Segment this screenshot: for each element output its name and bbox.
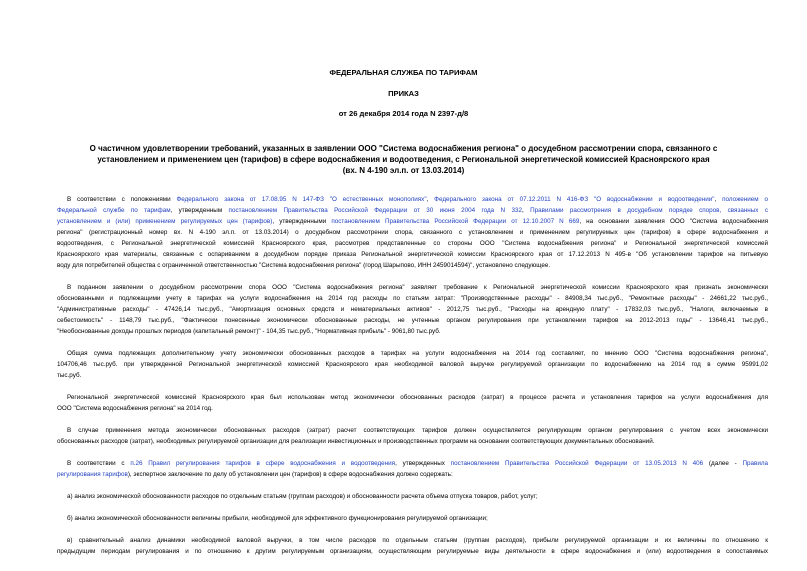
decree-link-669[interactable]: постановлением Правительства Российской Федерации от 12.10.2007 N 669 <box>331 218 580 225</box>
paragraph-text: , <box>521 207 531 214</box>
paragraph-line: себестоимость" - 1148,79 тыс.руб., "Фактически понесенные экономически обоснованные расходы, не учтенные органом регулирования при установлении тарифов на 2012-2013 годы" - 13646,41 тыс.руб., <box>57 317 768 324</box>
paragraph-line <box>57 205 768 216</box>
paragraph-text: , на основании заявления ООО "Система водоснабжения <box>579 218 768 225</box>
decree-link-406[interactable]: постановлением Правительства Российской Федерации от 13.05.2013 N 406 <box>450 460 704 467</box>
paragraph-line: "Административные расходы" - 47426,14 тыс.руб., "Амортизация основных средств и нематериальных активов" - 2012,75 тыс.руб., "Расходы на арендную плату" - 17832,03 тыс.руб., "Налоги, включаемые в <box>57 306 768 313</box>
document-body <box>57 194 768 557</box>
paragraph-text: , утвержденными <box>272 218 332 225</box>
title-line-1: О частичном удовлетворении требований, указанных в заявлении ООО "Система водоснабжения региона" о досудебном рассмотрении спора, связанного с <box>89 144 718 153</box>
paragraph-method-application <box>57 425 768 447</box>
paragraph-line: обоснованных расходов (затрат), необходимых регулируемой организации для реализации инвестиционных и производственных программ на основании соответствующих документальных обоснований. <box>57 438 655 445</box>
paragraph-text: , <box>426 196 435 203</box>
paragraph-text: В соответствии с положениями <box>67 196 177 203</box>
paragraph-line: обоснованными и подлежащими учету в тарифах на услуги водоснабжения на 2014 год расходы по статьям затрат: "Производственные расходы" - 84908,34 тыс.руб., "Ремонтные расходы" - 24661,22 тыс.руб., <box>57 295 768 302</box>
paragraph-line: в) сравнительный анализ динамики необходимой валовой выручки, в том числе расходов по отдельным статьям (группам расходов), прибыли регулируемой организации и их величины по отношению к <box>67 537 768 544</box>
paragraph-line: В поданном заявлении о досудебном рассмотрении спора ООО "Система водоснабжения региона" заявляет требование к Региональной энергетической комиссии Красноярского края признать экономически <box>67 284 768 291</box>
paragraph-text: ), экспертное заключение по делу об установлении цен (тарифов) в сфере водоснабжения должно содержать: <box>127 471 453 478</box>
paragraph-total-sum <box>57 348 768 381</box>
document-type: ПРИКАЗ <box>388 89 419 98</box>
paragraph-text: , <box>714 196 723 203</box>
decree-link-332[interactable]: постановлением Правительства Российской Федерации от 30 июня 2004 года N 332 <box>228 207 522 214</box>
rules-link-disputes[interactable]: Правилами рассмотрения в досудебном порядке споров, связанных с <box>530 207 768 214</box>
paragraph-line: Региональной энергетической комиссией Красноярского края был использован метод экономически обоснованных расходов (затрат) в процессе расчета и установления тарифов на услуги водоснабжения для <box>67 394 768 401</box>
list-item-a <box>57 491 768 502</box>
list-item-c <box>57 535 768 557</box>
list-item-b <box>57 513 768 524</box>
title-line-2: установлением и применением цен (тарифов) в сфере водоснабжения и водоотведения, с Региональной энергетической комиссией Красноярского края <box>97 155 710 164</box>
paragraph-text: В соответствии с <box>67 460 131 467</box>
regulation-link-fst-cont[interactable]: Федеральной службе по тарифам <box>57 207 171 214</box>
paragraph-line: б) анализ экономической обоснованности величины прибыли, необходимой для эффективного функционирования регулируемой организации; <box>67 515 488 522</box>
paragraph-text: (далее - <box>703 460 743 467</box>
paragraph-line: воду для потребителей общества с ограниченной ответственностью "Система водоснабжения региона" (город Шарыпово, ИНН 2459014594)", установлено следующее. <box>57 262 551 269</box>
paragraph-line: а) анализ экономической обоснованности расходов по отдельным статьям (группам расходов) и обоснованности расчета объема отпуска товаров, работ, услуг; <box>67 493 538 500</box>
paragraph-line: Общая сумма подлежащих дополнительному учету экономически обоснованных расходов в тарифах на услуги водоснабжения на 2014 год составляет, по мнению ООО "Система водоснабжения региона", <box>67 350 768 357</box>
title-line-3: (вх. N 4-190 эл.п. от 13.03.2014) <box>342 166 465 175</box>
paragraph-line <box>57 216 768 227</box>
paragraph-expert-opinion <box>57 458 768 480</box>
paragraph-legal-basis <box>57 194 768 271</box>
paragraph-line: предыдущим периодам регулирования и по отношению к другим регулируемым организациям, осуществляющим регулируемые виды деятельности в сфере водоснабжения и (или) водоотведения в сопоставимых <box>57 548 768 555</box>
law-link-natural-monopolies[interactable]: Федерального закона от 17.08.95 N 147-ФЗ "О естественных монополиях" <box>176 196 427 203</box>
paragraph-claim <box>57 282 768 337</box>
paragraph-line: ООО "Система водоснабжения региона" на 2014 год. <box>57 405 213 412</box>
paragraph-line: В случае применения метода экономически обоснованных расходов (затрат) расчет соответствующих тарифов должен осуществляется регулирующим органом регулирования с учетом всех экономически <box>67 427 768 434</box>
rules-link-tariff-regulation[interactable]: Правила <box>742 460 768 467</box>
paragraph-line <box>57 194 768 205</box>
regulation-link-fst[interactable]: положением о <box>722 196 768 203</box>
paragraph-line <box>57 458 768 469</box>
paragraph-line: тыс.руб. <box>57 372 82 379</box>
agency-name: ФЕДЕРАЛЬНАЯ СЛУЖБА ПО ТАРИФАМ <box>329 68 478 77</box>
rules-link-p26[interactable]: п.26 Правил регулирования тарифов в сфере водоснабжения и водоотведения <box>130 460 396 467</box>
paragraph-line: региона" (регистрационный номер вх. N 4-190 эл.п. от 13.03.2014) о досудебном рассмотрении спора, связанного с установлением и применением регулируемых цен (тарифов) в сфере водоснабжения и <box>57 229 768 236</box>
law-link-water-supply[interactable]: Федерального закона от 07.12.2011 N 416-ФЗ "О водоснабжении и водоотведении" <box>434 196 715 203</box>
paragraph-line: Красноярского края материалы, связанные с оспариванием в досудебном порядке приказа Региональной энергетической комиссии Красноярского края от 17.12.2013 N 495-в "Об установлении тарифов на питьевую <box>57 251 768 258</box>
paragraph-line <box>57 469 768 480</box>
paragraph-line: водоотведения, с Региональной энергетической комиссией Красноярского края, рассмотрев представленные со стороны ООО "Система водоснабжения региона" и Региональной энергетической комиссией <box>57 240 768 247</box>
paragraph-text: , утвержденных <box>395 460 451 467</box>
paragraph-line: "Необоснованные доходы прошлых периодов (капитальный ремонт)" - 104,35 тыс.руб., "Нормативная прибыль" - 9061,80 тыс.руб. <box>57 328 441 335</box>
rules-link-disputes-cont[interactable]: установлением и (или) применением регулируемых цен (тарифов) <box>57 218 273 225</box>
paragraph-method <box>57 392 768 414</box>
rules-link-tariff-regulation-cont[interactable]: регулирования тарифов <box>57 471 128 478</box>
document-date-number: от 26 декабря 2014 года N 2397-д/8 <box>338 109 469 118</box>
paragraph-text: , утвержденным <box>170 207 229 214</box>
paragraph-line: 104706,46 тыс.руб. при утвержденной Региональной энергетической комиссией Красноярского края необходимой валовой выручке регулируемой организации по водоснабжению на 2014 год в сумме 95991,02 <box>57 361 768 368</box>
document-title <box>48 143 759 176</box>
